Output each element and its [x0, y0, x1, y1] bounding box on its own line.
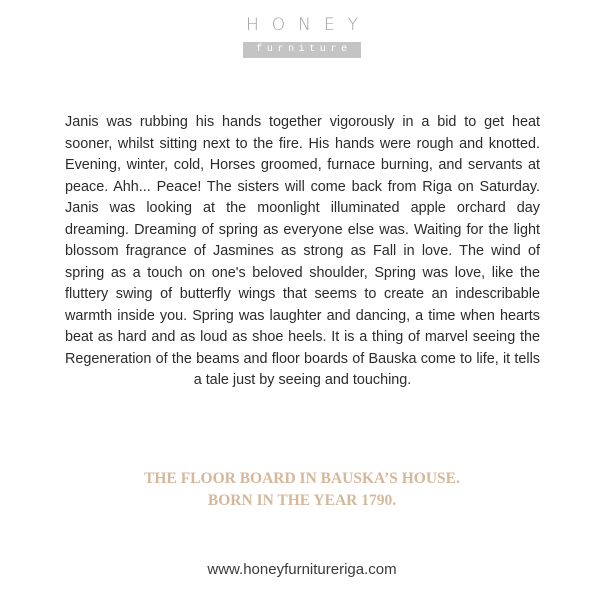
brand-name: HONEY [245, 15, 371, 35]
caption [0, 468, 604, 512]
brand-logo [0, 14, 604, 58]
story-paragraph: Janis was rubbing his hands together vigorously in a bid to get heat sooner, whilst sitting next to the fire. His hands were rough and knotted. Evening, winter, cold, Horses groomed, furnace burning, and servants at peace. Ahh... Peace! The sisters will come back from Riga on Saturday. Janis was looking at the moonlight illuminated apple orchard day dreaming. Dreaming of spring as everyone else was. Waiting for the light blossom fragrance of Jasmines as strong as Fall in love. The wind of spring as a touch on one's beloved shoulder, Spring was love, like the fluttery swing of butterfly wings that seems to create an indescribable warmth inside you. Spring was laughter and dancing, a time when hearts beat as hard and as loud as shoe heels. It is a thing of marvel seeing the Regeneration of the beams and floor boards of Bauska come to life, it tells a tale just by seeing and touching. [65, 114, 540, 388]
caption-line-2: BORN IN THE YEAR 1790. [207, 492, 397, 509]
caption-line-1: THE FLOOR BOARD IN BAUSKA’S HOUSE. [144, 470, 460, 487]
brand-tagline: furniture [243, 42, 361, 58]
website-link[interactable]: www.honeyfurnitureriga.com [207, 561, 397, 578]
